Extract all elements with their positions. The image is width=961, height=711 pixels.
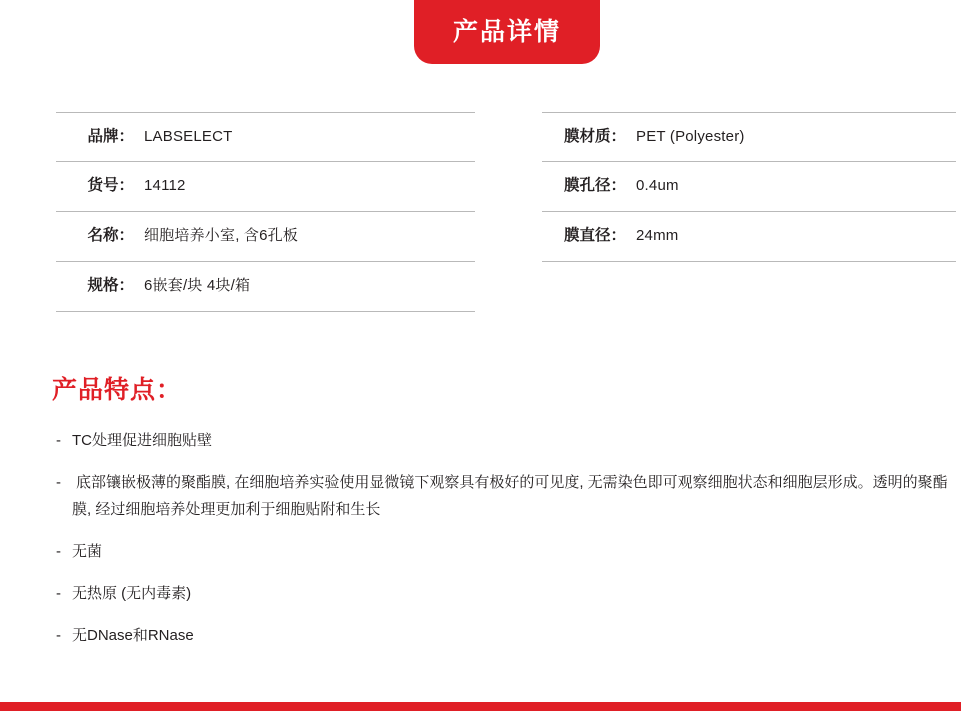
feature-text: 无菌 [72, 542, 103, 560]
bullet-dash-icon: - [56, 432, 61, 449]
page-header [0, 0, 961, 68]
feature-text: 无热原 (无内毒素) [72, 585, 192, 602]
spec-value-membrane-material: PET (Polyester) [636, 128, 745, 145]
spec-value-name: 细胞培养小室, 含6孔板 [144, 227, 299, 244]
spec-value-item-number: 14112 [144, 177, 186, 194]
spec-row [56, 212, 475, 262]
spec-row [56, 262, 475, 312]
spec-label-item-number: 货号： [87, 177, 134, 194]
spec-value-brand: LABSELECT [144, 128, 233, 145]
bullet-dash-icon: - [56, 627, 61, 645]
spec-row [542, 212, 956, 262]
spec-column-left [0, 112, 480, 312]
spec-label-name: 名称： [87, 227, 134, 244]
bullet-dash-icon: - [56, 474, 61, 492]
header-banner [414, 0, 600, 64]
spec-label-brand: 品牌： [87, 128, 134, 145]
feature-text: TC处理促进细胞贴壁 [72, 432, 212, 449]
product-features-section [0, 370, 961, 666]
spec-row [56, 162, 475, 212]
spec-value-membrane-diameter: 24mm [636, 227, 679, 244]
spec-label-membrane-diameter: 膜直径： [563, 227, 626, 244]
spec-row [542, 112, 956, 162]
spec-label-membrane-material: 膜材质： [563, 128, 626, 145]
feature-text: 无DNase和RNase [72, 627, 194, 645]
spec-row [542, 162, 956, 212]
spec-value-pore-size: 0.4um [636, 177, 679, 194]
spec-label-specification: 规格： [87, 277, 134, 294]
footer-accent-bar [0, 702, 961, 711]
list-item [0, 470, 961, 523]
specification-table [0, 112, 961, 312]
features-title: 产品特点： [52, 376, 183, 404]
page-title: 产品详情 [452, 17, 561, 46]
spec-column-right [480, 112, 961, 312]
list-item [0, 581, 961, 607]
feature-text: 底部镶嵌极薄的聚酯膜, 在细胞培养实验使用显微镜下观察具有极好的可见度, 无需染色即可观察细胞状态和细胞层形成。透明的聚酯膜, 经过细胞培养处理更加利于细胞贴附和生长 [72, 474, 948, 518]
spec-label-pore-size: 膜孔径： [563, 177, 626, 194]
spec-row [56, 112, 475, 162]
list-item [0, 428, 961, 454]
spec-value-specification: 6嵌套/块 4块/箱 [144, 277, 251, 294]
bullet-dash-icon: - [56, 542, 61, 560]
list-item [0, 539, 961, 565]
list-item [0, 623, 961, 649]
bullet-dash-icon: - [56, 585, 61, 602]
